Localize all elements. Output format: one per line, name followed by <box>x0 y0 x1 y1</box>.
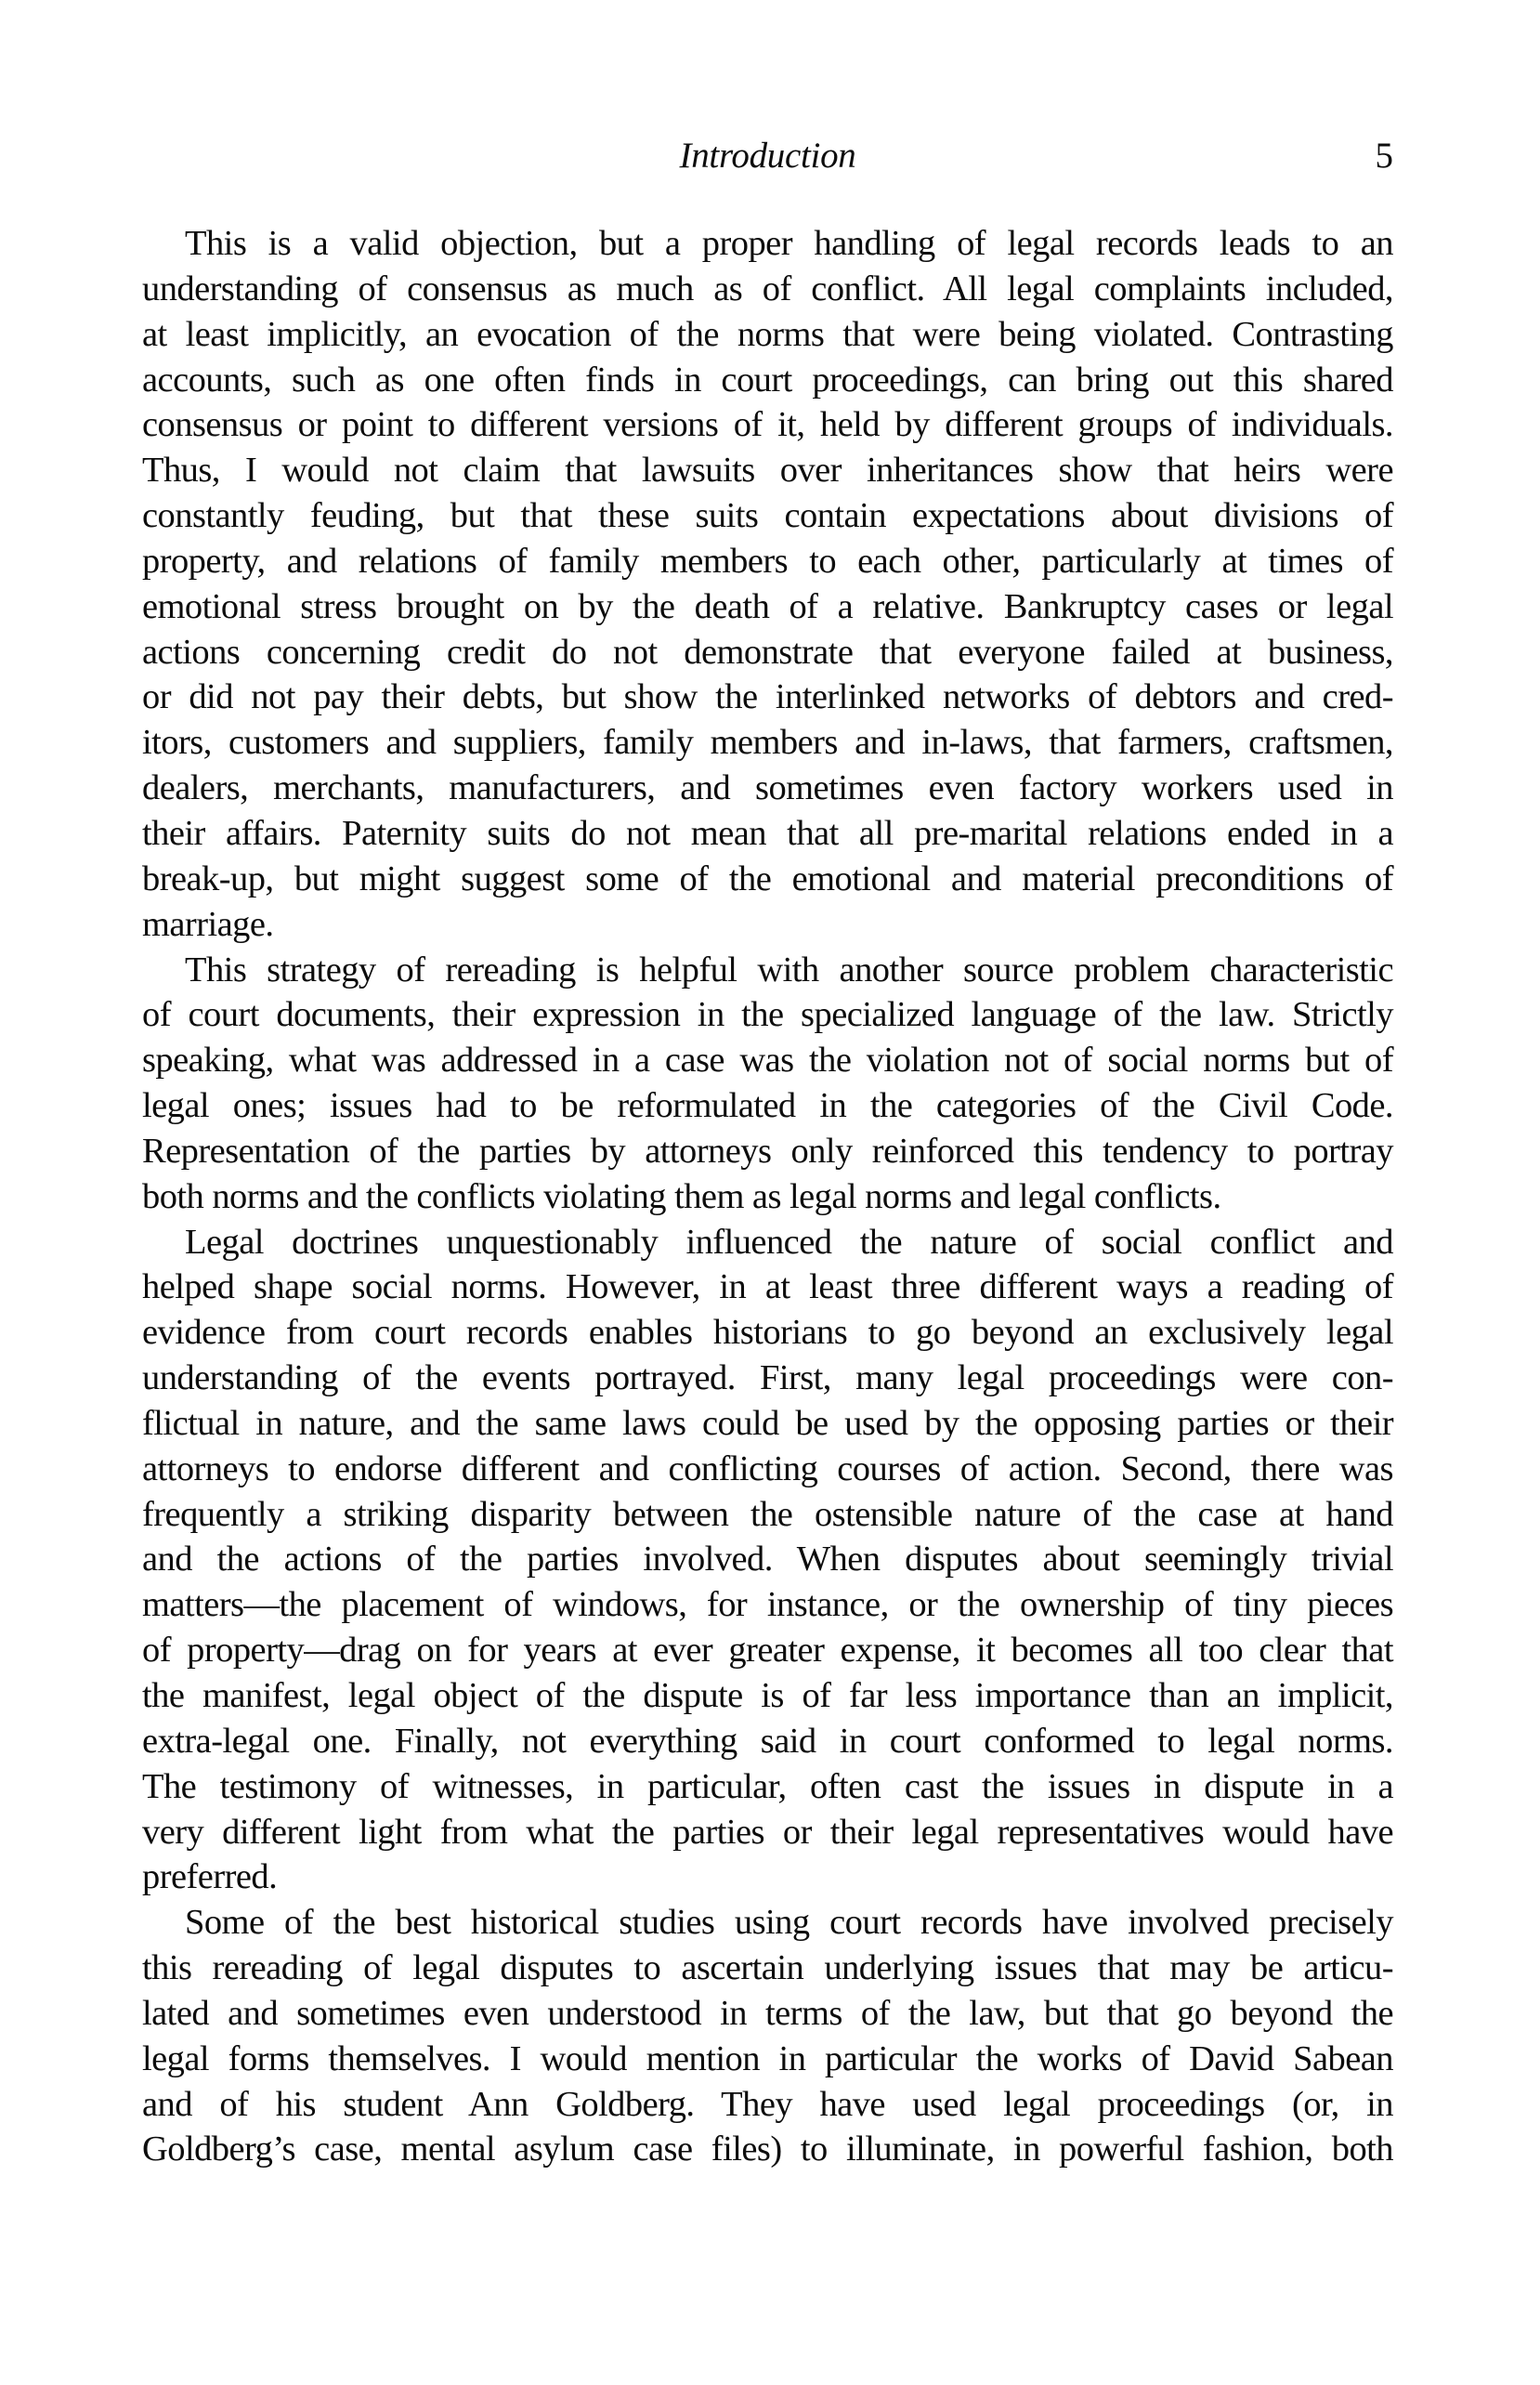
text-line: extra-legal one. Finally, not everything said in court conformed to legal norms. <box>142 1721 1393 1761</box>
paragraph <box>142 1900 1393 2172</box>
text-line: and of his student Ann Goldberg. They have used legal proceedings (or, in <box>142 2084 1393 2124</box>
text-line: accounts, such as one often finds in court proceedings, can bring out this shared <box>142 360 1393 400</box>
text-line: understanding of consensus as much as of conflict. All legal complaints included, <box>142 269 1393 308</box>
text-line: Legal doctrines unquestionably influenced the nature of social conflict and <box>185 1222 1393 1262</box>
text-line: constantly feuding, but that these suits contain expectations about divisions of <box>142 496 1393 536</box>
text-line: preferred. <box>142 1857 278 1897</box>
text-line: matters—the placement of windows, for instance, or the ownership of tiny pieces <box>142 1585 1393 1625</box>
text-line: emotional stress brought on by the death of a relative. Bankruptcy cases or legal <box>142 586 1393 626</box>
text-line: itors, customers and suppliers, family members and in-laws, that farmers, craftsmen, <box>142 723 1393 763</box>
text-line: legal ones; issues had to be reformulated in the categories of the Civil Code. <box>142 1086 1393 1126</box>
running-title: Introduction <box>679 136 856 176</box>
text-line: The testimony of witnesses, in particular, often cast the issues in dispute in a <box>142 1766 1393 1806</box>
text-line: attorneys to endorse different and conflicting courses of action. Second, there was <box>142 1448 1393 1488</box>
page-number: 5 <box>1375 136 1393 176</box>
text-line: property, and relations of family members to each other, particularly at times of <box>142 541 1393 581</box>
text-line: Some of the best historical studies using court records have involved precisely <box>185 1903 1393 1943</box>
text-line: evidence from court records enables historians to go beyond an exclusively legal <box>142 1313 1393 1353</box>
text-line: break-up, but might suggest some of the emotional and material preconditions of <box>142 858 1393 898</box>
text-line: dealers, merchants, manufacturers, and sometimes even factory workers used in <box>142 768 1393 808</box>
body-text <box>142 221 1393 2172</box>
text-line: or did not pay their debts, but show the interlinked networks of debtors and cred- <box>142 677 1393 717</box>
text-line: This strategy of rereading is helpful with another source problem characteristic <box>185 950 1393 989</box>
paragraph <box>142 1220 1393 1901</box>
text-line: frequently a striking disparity between the ostensible nature of the case at hand <box>142 1494 1393 1534</box>
text-line: actions concerning credit do not demonstrate that everyone failed at business, <box>142 632 1393 672</box>
text-line: their affairs. Paternity suits do not mean that all pre-marital relations ended in a <box>142 813 1393 853</box>
text-line: Thus, I would not claim that lawsuits over inheritances show that heirs were <box>142 451 1393 491</box>
text-line: both norms and the conflicts violating them as legal norms and legal conflicts. <box>142 1176 1221 1216</box>
text-line: speaking, what was addressed in a case was the violation not of social norms but of <box>142 1041 1393 1081</box>
text-line: lated and sometimes even understood in terms of the law, but that go beyond the <box>142 1993 1393 2033</box>
text-line: marriage. <box>142 904 274 944</box>
paragraph <box>142 221 1393 948</box>
paragraph <box>142 948 1393 1220</box>
text-line: This is a valid objection, but a proper handling of legal records leads to an <box>185 224 1393 263</box>
text-line: understanding of the events portrayed. First, many legal proceedings were con- <box>142 1358 1393 1398</box>
text-line: very different light from what the parties or their legal representatives would have <box>142 1812 1393 1852</box>
text-line: flictual in nature, and the same laws could be used by the opposing parties or their <box>142 1403 1393 1443</box>
text-line: helped shape social norms. However, in at least three different ways a reading of <box>142 1267 1393 1307</box>
text-line: consensus or point to different versions of it, held by different groups of individuals. <box>142 405 1393 445</box>
text-line: of court documents, their expression in the specialized language of the law. Strictly <box>142 995 1393 1035</box>
text-line: at least implicitly, an evocation of the norms that were being violated. Contrasting <box>142 314 1393 354</box>
text-line: the manifest, legal object of the dispute is of far less importance than an implicit, <box>142 1676 1393 1715</box>
text-line: Representation of the parties by attorneys only reinforced this tendency to portray <box>142 1131 1393 1171</box>
text-line: and the actions of the parties involved. When disputes about seemingly trivial <box>142 1540 1393 1579</box>
text-line: Goldberg’s case, mental asylum case files) to illuminate, in powerful fashion, both <box>142 2129 1393 2169</box>
text-line: this rereading of legal disputes to ascertain underlying issues that may be articu- <box>142 1948 1393 1988</box>
running-head <box>142 128 1393 184</box>
text-line: legal forms themselves. I would mention in particular the works of David Sabean <box>142 2038 1393 2078</box>
text-line: of property—drag on for years at ever greater expense, it becomes all too clear that <box>142 1631 1393 1671</box>
